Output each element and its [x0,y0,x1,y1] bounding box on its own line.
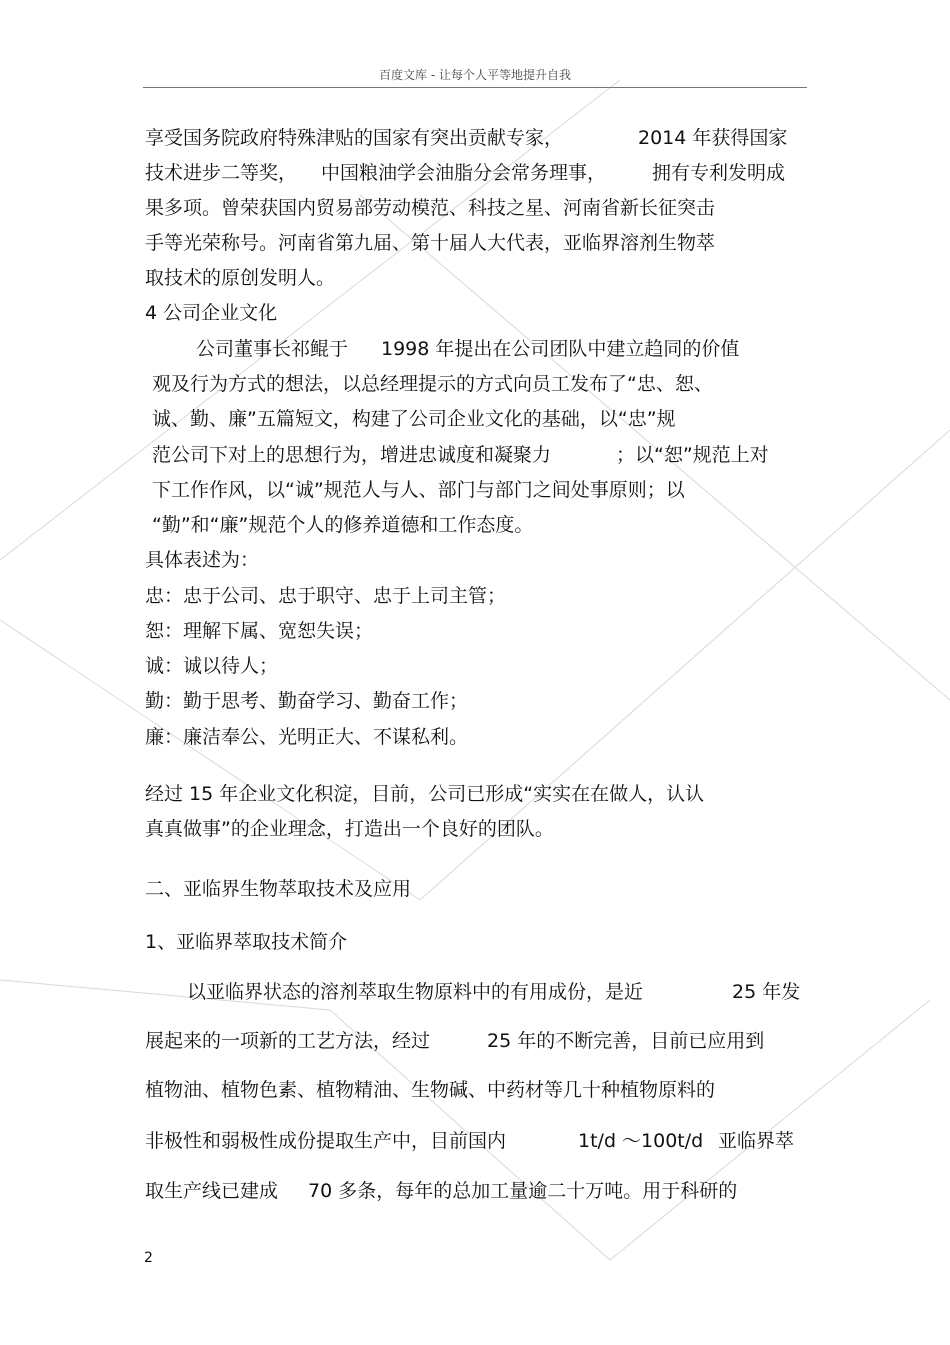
body-line: 25 年的不断完善，目前已应用到 [487,1030,765,1052]
body-line: 拥有专利发明成 [652,162,786,184]
body-line: 手等光荣称号。河南省第九届、第十届人大代表，亚临界溶剂生物萃 [145,232,716,254]
body-line: 享受国务院政府特殊津贴的国家有突出贡献专家， [145,127,564,149]
body-line: “勤”和“廉”规范个人的修养道德和工作态度。 [152,514,534,536]
body-line: 中国粮油学会油脂分会常务理事， [321,162,607,184]
body-line: 2014 年获得国家 [638,127,788,149]
page-header: 百度文库 - 让每个人平等地提升自我 [379,68,571,82]
body-line: 1998 年提出在公司团队中建立趋同的价值 [381,338,740,360]
body-line: 25 年发 [732,981,801,1003]
list-item: 忠：忠于公司、忠于职守、忠于上司主管； [145,585,507,607]
body-line: 果多项。曾荣获国内贸易部劳动模范、科技之星、河南省新长征突击 [145,197,716,219]
body-line: 取生产线已建成 [145,1180,279,1202]
body-line: 诚、勤、廉”五篇短文，构建了公司企业文化的基础，以“忠”规 [152,408,676,430]
list-item: 廉：廉洁奉公、光明正大、不谋私利。 [145,726,469,748]
body-line: 70 多条，每年的总加工量逾二十万吨。用于科研的 [308,1180,738,1202]
body-line: 具体表述为： [145,549,260,571]
header-divider [143,87,807,88]
list-item: 诚：诚以待人； [145,655,279,677]
body-line: 经过 15 年企业文化积淀，目前，公司已形成“实实在在做人，认认 [145,783,705,805]
body-line: 1t/d ～100t/d [578,1130,704,1152]
body-line: 展起来的一项新的工艺方法，经过 [145,1030,431,1052]
subsection-heading: 1、亚临界萃取技术简介 [145,931,348,953]
list-item: 勤：勤于思考、勤奋学习、勤奋工作； [145,690,469,712]
body-line: 技术进步二等奖， [145,162,298,184]
body-line: 植物油、植物色素、植物精油、生物碱、中药材等几十种植物原料的 [145,1079,716,1101]
list-item: 恕：理解下属、宽恕失误； [145,620,374,642]
body-line: 真真做事”的企业理念，打造出一个良好的团队。 [145,818,554,840]
section-heading: 4 公司企业文化 [145,302,278,324]
body-line: 亚临界萃 [718,1130,795,1152]
body-line: 非极性和弱极性成份提取生产中，目前国内 [145,1130,507,1152]
body-line: 范公司下对上的思想行为，增进忠诚度和凝聚力 [152,444,552,466]
body-line: 以亚临界状态的溶剂萃取生物原料中的有用成份，是近 [187,981,644,1003]
body-line: 公司董事长祁鲲于 [196,338,349,360]
body-line: 下工作作风，以“诚”规范人与人、部门与部门之间处事原则；以 [152,479,685,501]
body-line: 取技术的原创发明人。 [145,267,336,289]
body-line: 观及行为方式的想法，以总经理提示的方式向员工发布了“忠、恕、 [152,373,713,395]
page-number: 2 [144,1250,153,1266]
section-heading: 二、亚临界生物萃取技术及应用 [145,878,412,900]
body-line: ；以“恕”规范上对 [616,444,769,466]
